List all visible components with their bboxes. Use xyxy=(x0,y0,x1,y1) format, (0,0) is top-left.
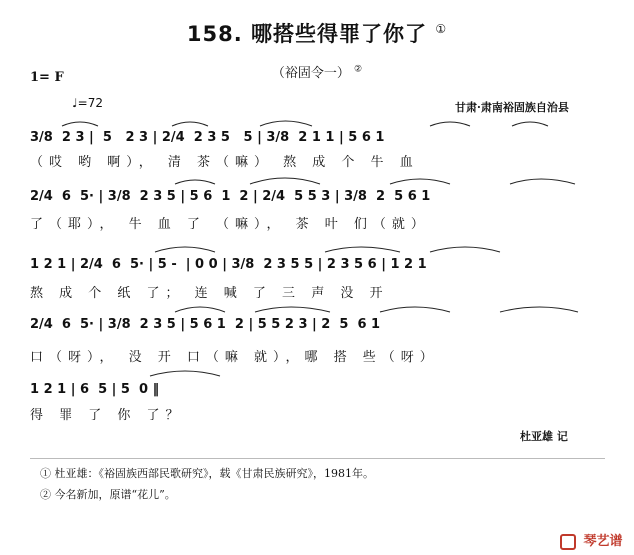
slur xyxy=(500,307,578,312)
lyric-row-1: （哎 哟 啊）， 清 茶（嘛） 熬 成 个 牛 血 xyxy=(30,155,419,170)
title-footnote-mark: ① xyxy=(435,22,448,36)
song-number: 158. xyxy=(186,22,243,46)
staff-row-3 xyxy=(30,255,605,273)
slur xyxy=(510,179,575,184)
song-title xyxy=(0,18,634,48)
tempo-mark: ♩=72 xyxy=(72,96,103,110)
staff-row-2 xyxy=(30,187,605,205)
staff-row-5 xyxy=(30,380,605,398)
lyric-row-3: 熬 成 个 纸 了； 连 喊 了 三 声 没 开 xyxy=(30,286,389,301)
slur xyxy=(430,247,500,252)
staff-notes: 3/8 2 3 | 5 2 3 | 2/4 2 3 5 5 | 3/8 2 1 1 | 5 6 1 xyxy=(30,129,385,145)
slur xyxy=(175,180,215,184)
slur xyxy=(380,307,450,312)
slur xyxy=(62,122,98,126)
recorder-credit: 杜亚雄 记 xyxy=(520,430,568,443)
logo-text: 琴艺谱 xyxy=(583,534,623,549)
subtitle-footnote-mark: ② xyxy=(354,64,363,75)
staff-notes: 2/4 6 5· | 3/8 2 3 5 | 5 6 1 2 | 5 5 2 3 | 2 5 6 1 xyxy=(30,316,381,332)
footnote-1: ① 杜亚雄：《裕固族西部民歌研究》，载《甘肃民族研究》，1981年。 xyxy=(40,467,374,480)
logo-icon xyxy=(560,534,576,550)
staff-notes: 2/4 6 5· | 3/8 2 3 5 | 5 6 1 2 | 2/4 5 5 3 | 3/8 2 5 6 1 xyxy=(30,188,431,204)
footnote-divider xyxy=(30,458,605,459)
slur xyxy=(390,179,450,184)
subtitle-text: （裕固令一） xyxy=(271,66,350,81)
staff-notes: 1 2 1 | 2/4 6 5· | 5 - | 0 0 | 3/8 2 3 5 5 | 2 3 5 6 | 1 2 1 xyxy=(30,256,427,272)
slur xyxy=(172,122,208,126)
slur xyxy=(255,307,330,312)
staff-row-4 xyxy=(30,315,605,333)
slur xyxy=(512,122,548,126)
site-logo xyxy=(560,530,623,550)
staff-row-1 xyxy=(30,128,605,146)
slur xyxy=(155,247,215,252)
slur xyxy=(250,178,320,184)
slur xyxy=(325,247,400,252)
lyric-row-2: 了（耶）， 牛 血 了 （嘛）， 茶 叶 们（就） xyxy=(30,217,430,232)
lyric-row-4: 口（呀）， 没 开 口（嘛 就），哪 搭 些（呀） xyxy=(30,350,439,365)
staff-notes: 1 2 1 | 6 5 | 5 0 ‖ xyxy=(30,381,160,397)
key-signature: 1= F xyxy=(30,70,64,85)
slur xyxy=(430,122,470,126)
slur xyxy=(260,121,312,126)
song-name: 哪搭些得罪了你了 xyxy=(251,22,428,46)
slur xyxy=(150,371,220,376)
region-label: 甘肃·肃南裕固族自治县 xyxy=(455,101,569,114)
slur xyxy=(175,307,225,312)
subtitle xyxy=(0,62,634,81)
footnote-2: ② 今名新加，原谱“花儿”。 xyxy=(40,488,176,501)
lyric-row-5: 得 罪 了 你 了？ xyxy=(30,408,185,423)
